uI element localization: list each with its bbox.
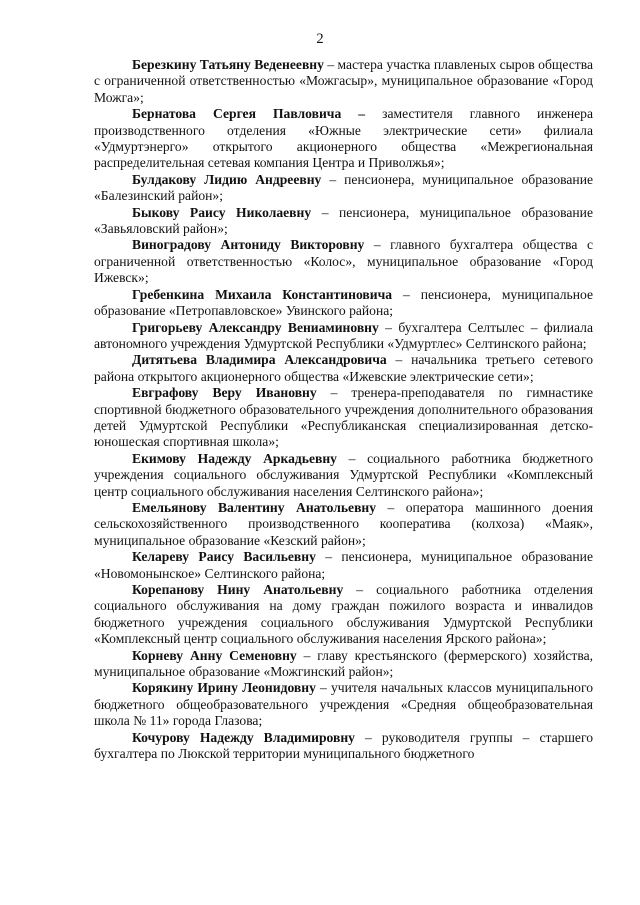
entry-text: – пенсионера, муниципальное образование «Новомонынское» Селтинского района; xyxy=(94,549,593,581)
entry-name: Корепанову Нину Анатольевну xyxy=(132,582,344,597)
list-entry xyxy=(94,237,593,286)
list-entry xyxy=(94,680,593,729)
entry-name: Емельянову Валентину Анатольевну xyxy=(132,499,377,515)
list-entry xyxy=(94,500,593,549)
list-entry xyxy=(94,648,593,681)
list-entry xyxy=(94,320,593,353)
entry-text: – начальника третьего сетевого района открытого акционерного общества «Ижевские электрические сети»; xyxy=(94,352,593,384)
entry-text: – социального работника бюджетного учреждения социального обслуживания Удмуртской Республики «Комплексный центр социального обслуживания населения Селтинского района»; xyxy=(94,450,593,499)
list-entry xyxy=(94,451,593,500)
list-entry xyxy=(94,106,593,172)
entry-name: Корякину Ирину Леонидовну xyxy=(132,680,316,696)
entry-text: – бухгалтера Селтылес – филиала автономного учреждения Удмуртской Республики «Удмуртлес» Селтинского района; xyxy=(94,319,593,351)
entry-name: Келареву Раису Васильевну xyxy=(132,549,316,565)
list-entry xyxy=(94,57,593,106)
entry-text: – главного бухгалтера общества с ограниченной ответственностью «Колос», муниципальное образование «Город Ижевск»; xyxy=(94,237,593,286)
entry-name: Быкову Раису Николаевну xyxy=(132,204,312,220)
entry-text: – оператора машинного доения сельскохозяйственного производственного кооператива (колхоза) «Маяк», муниципальное образование «Кезский район»; xyxy=(94,499,593,548)
entry-name: Булдакову Лидию Андреевну xyxy=(132,171,322,187)
entry-text: – руководителя группы – старшего бухгалтера по Люкской территории муниципального бюджетного xyxy=(94,729,593,762)
entry-name: Березкину Татьяну Веденеевну xyxy=(132,57,324,72)
entry-name: Корневу Анну Семеновну xyxy=(132,647,297,663)
entry-text: – главу крестьянского (фермерского) хозяйства, муниципальное образование «Можгинский район»; xyxy=(94,647,593,680)
entry-text: – социального работника отделения социального обслуживания на дому граждан пожилого возраста и инвалидов бюджетного учреждения социального обслуживания Удмуртской Республики «Комплексный центр социального обслуживания населения Ярского района»; xyxy=(94,582,593,647)
entry-name: Григорьеву Александру Вениаминовну xyxy=(132,319,379,335)
entry-text: – учителя начальных классов муниципального бюджетного общеобразовательного учреждения «Средняя общеобразовательная школа № 11» города Глазова; xyxy=(94,680,593,729)
entry-name: Бернатова Сергея Павловича – xyxy=(132,106,366,122)
list-entry xyxy=(94,549,593,582)
list-entry xyxy=(94,205,593,238)
entry-name: Дитятьева Владимира Александровича xyxy=(132,352,387,368)
list-entry xyxy=(94,352,593,385)
entry-text: – мастера участка плавленых сыров общества с ограниченной ответственностью «Можгасыр», муниципальное образование «Город Можга»; xyxy=(94,57,593,105)
entry-name: Кочурову Надежду Владимировну xyxy=(132,729,355,745)
entry-text: – пенсионера, муниципальное образование «Завьяловский район»; xyxy=(94,204,593,237)
entry-text: заместителя главного инженера производственного отделения «Южные электрические сети» филиала «Удмуртэнерго» открытого акционерного общества «Межрегиональная распределительная сетевая компания Центра и Приволжья»; xyxy=(94,106,593,171)
entry-name: Евграфову Веру Ивановну xyxy=(132,385,317,401)
list-entry xyxy=(94,172,593,205)
list-entry xyxy=(94,287,593,320)
entry-text: – пенсионера, муниципальное образование «Балезинский район»; xyxy=(94,171,593,204)
list-entry xyxy=(94,385,593,451)
list-entry xyxy=(94,582,593,648)
list-entry xyxy=(94,730,593,763)
entry-name: Екимову Надежду Аркадьевну xyxy=(132,450,337,466)
award-list xyxy=(94,57,593,762)
entry-name: Гребенкина Михаила Константиновича xyxy=(132,286,393,302)
page-number: 2 xyxy=(316,31,324,47)
entry-name: Виноградову Антониду Викторовну xyxy=(132,237,365,253)
entry-text: – тренера-преподавателя по гимнастике спортивной бюджетного образовательного учреждения дополнительного образования детей Удмуртской Республики «Республиканская специализированная детско-юношеская спортивная школа»; xyxy=(94,385,593,450)
entry-text: – пенсионера, муниципальное образование «Петропавловское» Увинского района; xyxy=(94,286,594,319)
